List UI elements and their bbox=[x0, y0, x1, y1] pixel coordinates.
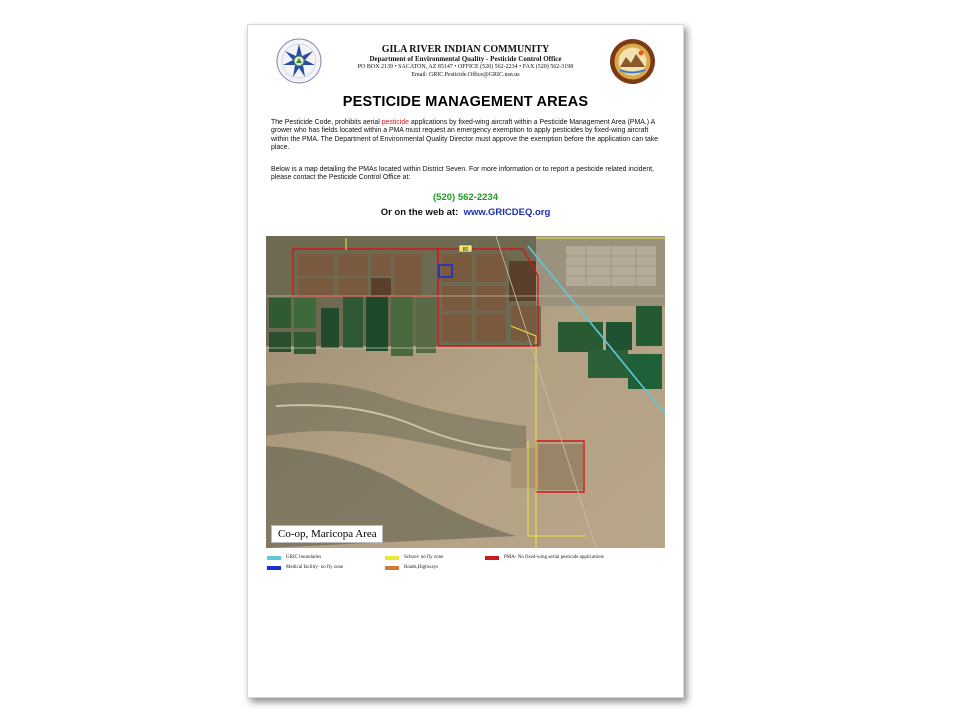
legend-label: Medical facility- no fly zone bbox=[286, 565, 344, 570]
orange-line-swatch-icon bbox=[385, 566, 399, 570]
organization-name: GILA RIVER INDIAN COMMUNITY bbox=[381, 44, 550, 55]
deq-star-logo bbox=[275, 37, 323, 85]
paragraph-text-after: applications by fixed-wing aircraft within a Pesticide Management Area (PMA.) A grower who has fields located within a PMA must request an emergency exemption to apply pesticides by fixed-wing aircraft within the PMA. The Department of Environmental Quality Director must approve the exemption before the application can take place. bbox=[271, 119, 659, 152]
letterhead bbox=[328, 44, 603, 79]
blue-line-swatch-icon bbox=[267, 566, 281, 570]
legend-item-pma bbox=[485, 555, 604, 560]
legend-label: PMA- No fixed-wing aerial pesticide applications bbox=[504, 555, 604, 560]
flyer-page bbox=[247, 24, 684, 698]
address-line: PO BOX 2139 • SACATON, AZ 85147 • OFFICE (520) 562-2234 • FAX (520) 562-3198 bbox=[357, 64, 574, 70]
department-name: Department of Environmental Quality - Pesticide Control Office bbox=[369, 55, 562, 63]
pma-satellite-map bbox=[266, 236, 665, 548]
legend-label: School- no fly zone bbox=[404, 555, 444, 560]
legend-label: Roads,Highways bbox=[404, 565, 439, 570]
pesticide-highlight: pesticide bbox=[381, 119, 409, 126]
pesticide-code-paragraph bbox=[271, 119, 663, 153]
contact-paragraph: Below is a map detailing the PMAs located within District Seven. For more information or to report a pesticide related incident, please contact the Pesticide Control Office at: bbox=[271, 166, 654, 182]
paragraph-text-before: The Pesticide Code, prohibits aerial bbox=[271, 119, 382, 126]
legend-label: GRIC boundaries bbox=[286, 555, 322, 560]
cyan-line-swatch-icon bbox=[267, 556, 281, 560]
road-marker-label: 80 bbox=[462, 246, 469, 253]
map-caption: Co-op, Maricopa Area bbox=[271, 525, 383, 543]
legend-item-school-zone bbox=[385, 555, 443, 560]
website-link[interactable]: www.GRICDEQ.org bbox=[463, 207, 551, 218]
yellow-line-swatch-icon bbox=[385, 556, 399, 560]
page-title: PESTICIDE MANAGEMENT AREAS bbox=[342, 94, 589, 110]
gric-seal-logo bbox=[609, 38, 656, 85]
map-legend bbox=[267, 555, 667, 575]
legend-item-medical-facility bbox=[267, 565, 343, 570]
legend-item-gric-boundaries bbox=[267, 555, 321, 560]
web-line bbox=[248, 207, 683, 218]
red-line-swatch-icon bbox=[485, 556, 499, 560]
legend-item-roads-highways bbox=[385, 565, 438, 570]
phone-number: (520) 562-2234 bbox=[433, 192, 498, 203]
web-prefix: Or on the web at: bbox=[380, 207, 459, 218]
email-line: Email: GRIC.Pesticide.Office@GRIC.nsn.us bbox=[411, 71, 520, 78]
